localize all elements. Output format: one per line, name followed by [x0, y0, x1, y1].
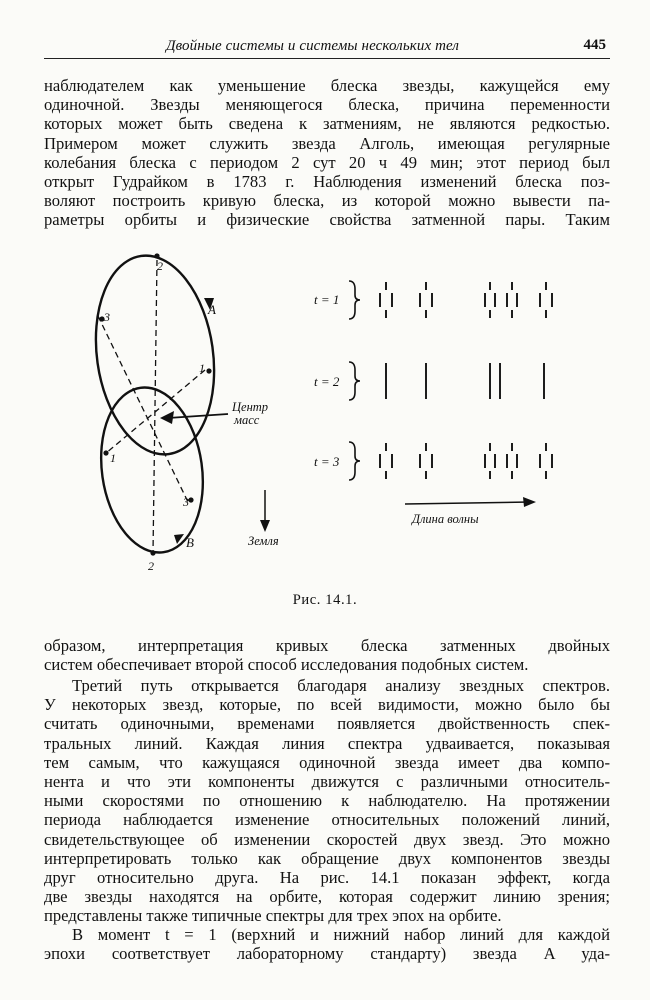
page-number: 445 — [583, 37, 606, 53]
text-line: образом, интерпретация кривых блеска затменных двойных — [44, 636, 610, 655]
figure-caption: Рис. 14.1. — [292, 592, 358, 608]
figure-14-1 — [60, 240, 600, 580]
text-line: которых может быть сведена к затмениям, не являются редкостью. — [44, 114, 610, 134]
center-arrow-line — [168, 414, 228, 418]
label-star-a: A — [208, 302, 216, 317]
star-pos-dot — [103, 450, 108, 455]
paragraph-1 — [44, 76, 610, 230]
text-line: раметры орбиты и физические свойства затменной пары. Таким — [44, 210, 610, 230]
paragraph-4 — [44, 925, 610, 963]
star-pos-dot — [188, 497, 193, 502]
text-line: интерпретировать только как обращение двух компонентов звезды — [44, 848, 610, 868]
epoch-label-t1: t = 1 — [314, 292, 340, 307]
epoch-label-t3: t = 3 — [314, 454, 340, 469]
epoch-brace-t1 — [349, 281, 360, 319]
text-line: считать одиночными, временами появляется двойственность спек- — [44, 714, 610, 734]
text-line: систем обеспечивает второй способ исследования подобных систем. — [44, 655, 529, 675]
text-line: воляют построить кривую блеска, из которой можно вывести па- — [44, 191, 610, 211]
running-head — [44, 36, 610, 59]
text-line: тральных линий. Каждая линия спектра удваивается, показывая — [44, 733, 610, 753]
text-line: свидетельствующее об изменении скоростей двух звезд. Это можно — [44, 829, 610, 849]
label-1-right: 1 — [199, 361, 205, 375]
spectral-lines — [380, 282, 552, 479]
label-star-b: B — [186, 535, 194, 550]
text-line: нента и что эти компоненты движутся с различными относитель- — [44, 772, 610, 792]
text-line: колебания блеска с периодом 2 сут 20 ч 49 мин; этот период был — [44, 152, 610, 172]
star-pos-dot — [150, 550, 155, 555]
label-earth: Земля — [248, 534, 279, 548]
epoch-label-t2: t = 2 — [314, 374, 340, 389]
paragraph-3 — [44, 676, 610, 926]
dashed-line-2 — [153, 260, 157, 553]
text-line: две звезды находятся на орбите, которая содержит линию зрения; — [44, 887, 610, 907]
text-line: ными скоростями по отношению к наблюдателю. На протяжении — [44, 791, 610, 811]
text-line: периода наблюдается изменение относительных положений линий, — [44, 810, 610, 830]
orbit-diagram — [60, 240, 600, 580]
earth-arrow-head — [260, 520, 270, 532]
label-center-line1: Центр — [232, 400, 269, 414]
wavelength-arrow-line — [405, 502, 530, 504]
label-3-right: 3 — [183, 495, 189, 509]
text-line: Примером может служить звезда Алголь, имеющая регулярные — [44, 133, 610, 153]
text-line: открыт Гудрайком в 1783 г. Наблюдения изменений блеска поз- — [44, 172, 610, 192]
center-arrow-head — [160, 411, 174, 424]
text-line: Третий путь открывается благодаря анализу звездных спектров. — [72, 676, 610, 695]
label-2-bottom: 2 — [148, 559, 154, 573]
text-line: В момент t = 1 (верхний и нижний набор линий для каждой — [72, 925, 610, 944]
label-wavelength: Длина волны — [412, 512, 479, 526]
paragraph-2 — [44, 636, 610, 674]
text-line: представлены также типичные спектры для трех эпох на орбите. — [44, 906, 502, 926]
epoch-brace-t2 — [349, 362, 360, 400]
text-line: тем самым, что кажущаяся одиночной звезда имеет два компо- — [44, 752, 610, 772]
text-line: друг относительно друга. На рис. 14.1 показан эффект, когда — [44, 868, 610, 888]
running-head-title: Двойные системы и системы нескольких тел — [166, 38, 460, 54]
star-pos-dot — [206, 368, 211, 373]
label-2-top: 2 — [157, 259, 163, 273]
text-line: У некоторых звезд, которые, по всей видимости, можно было бы — [44, 695, 610, 715]
text-line: одиночной. Звезды меняющегося блеска, причина переменности — [44, 95, 610, 115]
wavelength-arrow-head — [523, 497, 536, 507]
star-pos-dot — [154, 253, 159, 258]
label-1-left: 1 — [110, 451, 116, 465]
label-3-left: 3 — [104, 310, 110, 324]
text-line: эпохи соответствует лабораторному стандарту) звезда A уда- — [44, 944, 610, 964]
text-line: наблюдателем как уменьшение блеска звезды, кажущейся ему — [44, 76, 610, 95]
label-center-line2: масс — [234, 413, 260, 427]
epoch-brace-t3 — [349, 442, 360, 480]
